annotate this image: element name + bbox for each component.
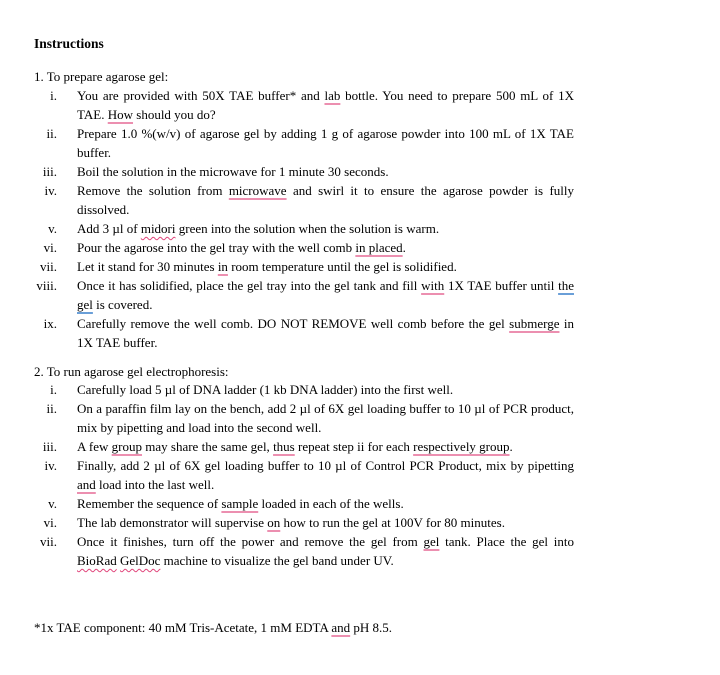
section-1-list [0, 86, 720, 352]
underlined-text: and [77, 477, 96, 492]
item-text [77, 399, 574, 437]
text-run: tank. Place the gel into [439, 534, 574, 549]
item-text [77, 219, 574, 238]
underlined-text: the gel [77, 278, 574, 312]
item-text [77, 456, 574, 494]
list-item [0, 532, 720, 570]
item-number: v. [48, 221, 57, 236]
text-run: green into the solution when the solution is warm. [175, 221, 440, 236]
underlined-text: respectively group [413, 439, 510, 454]
text-run: The lab demonstrator will supervise [77, 515, 268, 530]
underlined-text: thus [273, 439, 295, 454]
item-text [77, 238, 574, 257]
underlined-text: with [421, 278, 445, 293]
list-item [0, 513, 720, 532]
item-number: v. [48, 496, 57, 511]
item-text [77, 314, 574, 352]
item-number: vi. [43, 240, 57, 255]
text-run: Carefully remove the well comb. DO NOT REMOVE well comb before the gel [77, 316, 510, 331]
text-run: and swirl it to ensure the agarose powder is fully dissolved. [77, 183, 574, 217]
item-text [77, 257, 574, 276]
item-text [77, 494, 574, 513]
text-run: You are provided with 50X TAE buffer* and [77, 88, 325, 103]
section-1-heading: 1. To prepare agarose gel: [34, 69, 169, 84]
list-item [0, 257, 720, 276]
text-run: room temperature until the gel is solidified. [227, 259, 457, 274]
item-text [77, 124, 574, 162]
text-run: Finally, add 2 µl of 6X gel loading buffer to 10 µl of Control PCR Product, mix by pipetting [77, 458, 574, 473]
item-number: viii. [36, 278, 57, 293]
page-title: Instructions [34, 36, 104, 51]
list-item [0, 238, 720, 257]
underlined-text: submerge [509, 316, 560, 331]
item-number: i. [50, 382, 57, 397]
item-number: ii. [46, 126, 57, 141]
text-run: Carefully load 5 µl of DNA ladder (1 kb DNA ladder) into the first well. [77, 382, 454, 397]
underlined-text: on [267, 515, 281, 530]
text-run: in 1X TAE buffer. [77, 316, 574, 350]
item-text [77, 162, 574, 181]
list-item [0, 86, 720, 124]
list-item [0, 124, 720, 162]
text-run: load into the last well. [95, 477, 215, 492]
text-run: pH 8.5. [350, 620, 393, 635]
text-run: Remember the sequence of [77, 496, 222, 511]
text-run: Once it has solidified, place the gel tray into the gel tank and fill [77, 278, 422, 293]
footnote [34, 618, 392, 637]
text-run: Remove the solution from [77, 183, 229, 198]
text-run: Pour the agarose into the gel tray with the well comb [77, 240, 356, 255]
text-run: Prepare 1.0 %(w/v) of agarose gel by adding 1 g of agarose powder into 100 mL of 1X TAE buffer. [77, 126, 574, 160]
text-run: is covered. [92, 297, 153, 312]
section-2-list [0, 380, 720, 570]
text-run: A few [77, 439, 112, 454]
list-item [0, 314, 720, 352]
underlined-text: midori [140, 221, 176, 236]
text-run: Let it stand for 30 minutes [77, 259, 218, 274]
list-item [0, 399, 720, 437]
text-run: bottle. You need to prepare 500 mL of 1X TAE. [77, 88, 574, 122]
underlined-text: in [217, 259, 228, 274]
item-text [77, 86, 574, 124]
item-number: vii. [40, 259, 57, 274]
item-number: iv. [44, 458, 57, 473]
item-text [77, 181, 574, 219]
text-run: On a paraffin film lay on the bench, add 2 µl of 6X gel loading buffer to 10 µl of PCR product, mix by pipetting and load into the second well. [77, 401, 574, 435]
item-number: iii. [42, 164, 57, 179]
underlined-text: lab [324, 88, 341, 103]
text-run: Add 3 µl of [77, 221, 141, 236]
item-number: iv. [44, 183, 57, 198]
list-item [0, 219, 720, 238]
underlined-text: and [331, 620, 351, 635]
list-item [0, 380, 720, 399]
item-number: vi. [43, 515, 57, 530]
underlined-text: GelDoc [119, 553, 161, 568]
text-run: *1x TAE component: 40 mM Tris-Acetate, 1 mM EDTA [34, 620, 332, 635]
text-run: Once it finishes, turn off the power and remove the gel from [77, 534, 424, 549]
underlined-text: BioRad [77, 553, 117, 568]
underlined-text: microwave [228, 183, 287, 198]
item-text [77, 380, 574, 399]
list-item [0, 276, 720, 314]
item-number: iii. [42, 439, 57, 454]
item-text [77, 276, 574, 314]
text-run: Boil the solution in the microwave for 1 minute 30 seconds. [77, 164, 389, 179]
item-text [77, 532, 574, 570]
list-item [0, 162, 720, 181]
underlined-text: in placed [355, 240, 403, 255]
list-item [0, 437, 720, 456]
text-run: machine to visualize the gel band under UV. [160, 553, 394, 568]
item-number: vii. [40, 534, 57, 549]
item-number: i. [50, 88, 57, 103]
text-run: . [402, 240, 406, 255]
underlined-text: gel [423, 534, 440, 549]
item-text [77, 513, 574, 532]
text-run: 1X TAE buffer until [444, 278, 559, 293]
list-item [0, 181, 720, 219]
list-item [0, 456, 720, 494]
text-run: may share the same gel, [142, 439, 274, 454]
item-number: ii. [46, 401, 57, 416]
underlined-text: How [107, 107, 134, 122]
text-run: . [509, 439, 513, 454]
text-run: repeat step ii for each [294, 439, 414, 454]
list-item [0, 494, 720, 513]
text-run: how to run the gel at 100V for 80 minutes. [280, 515, 505, 530]
underlined-text: group [111, 439, 143, 454]
item-number: ix. [43, 316, 57, 331]
section-2-heading: 2. To run agarose gel electrophoresis: [34, 364, 229, 379]
item-text [77, 437, 574, 456]
text-run: loaded in each of the wells. [258, 496, 404, 511]
underlined-text: sample [221, 496, 259, 511]
text-run: should you do? [133, 107, 216, 122]
